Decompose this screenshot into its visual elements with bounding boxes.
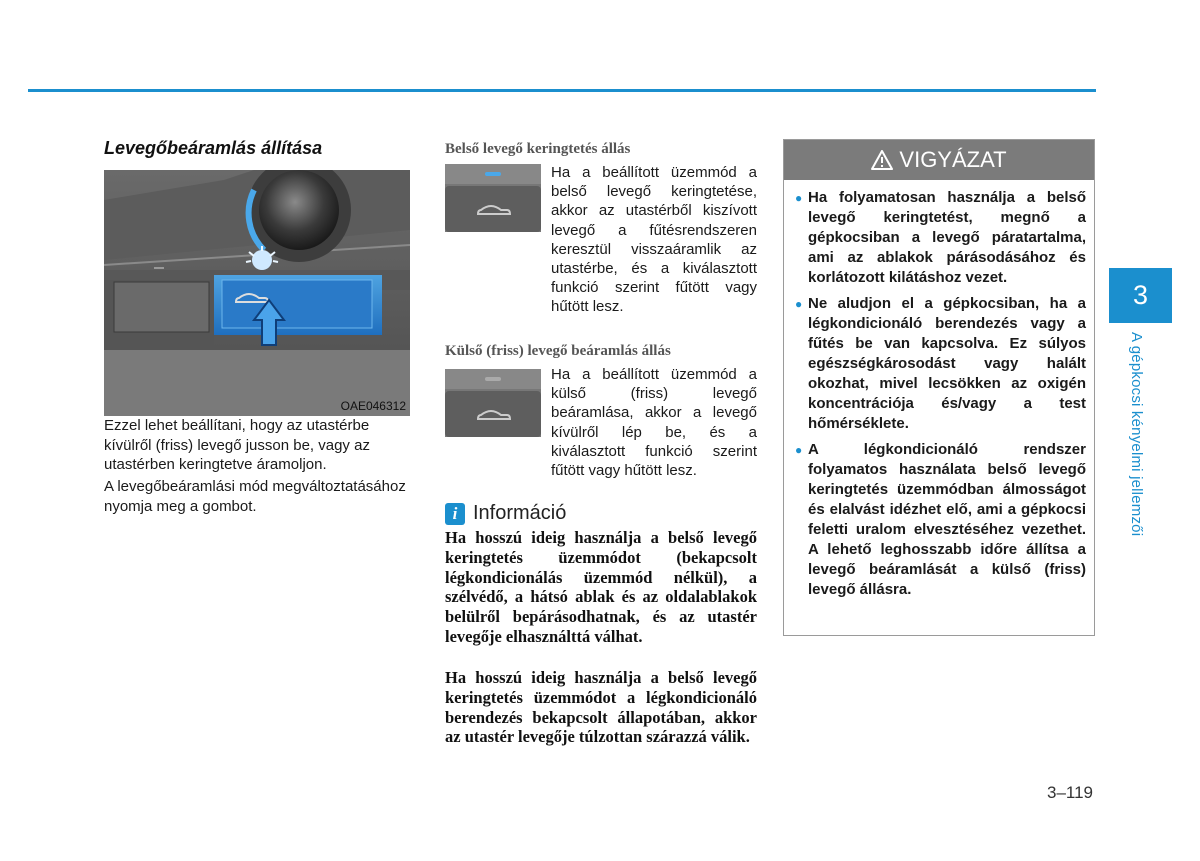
instruction-paragraph: A levegőbeáramlási mód megváltoztatásához nyomja meg a gombot. (104, 478, 406, 515)
inner-recirculation-heading: Belső levegő keringtetés állás (445, 141, 631, 157)
fresh-air-text: Ha a beállított üzemmód a külső (friss) levegő beáramlása, akkor a levegő kívülről lép be, és a kiválasztott funkció szerint fűtött vagy hűtött lesz. (551, 366, 757, 480)
bullet-icon: ● (795, 443, 803, 457)
info-paragraph: Ha hosszú ideig használja a belső levegő keringtetés üzemmódot (bekapcsolt légkondicionálás üzemmód nélkül), a szélvédő, a hátsó ablak és az oldalablakok belülről bepárásodhatnak, és az utastér levegője elhasználttá válhat. (445, 528, 757, 646)
warning-item (792, 440, 1086, 600)
recirculation-button-illustration (445, 164, 541, 232)
warning-item (792, 294, 1086, 434)
inner-recirculation-text: Ha a beállított üzemmód a belső levegő keringtetése, akkor az utastérből kiszívott levegő a fűtésrendszeren keresztül visszaáramlik az utastérbe, és a kiválasztott funkció szerint fűtött vagy hűtött lesz. (551, 164, 757, 316)
bullet-icon: ● (795, 297, 803, 311)
warning-text: Ne aludjon el a gépkocsiban, ha a légkondicionáló berendezés vagy a fűtés be van kapcsolva. Ez súlyos egészségkárosodást vagy halált okozhat, mivel lecsökken az oxigén koncentrációja és/vagy a test hőmérséklete. (808, 295, 1086, 432)
intro-paragraph: Ezzel lehet beállítani, hogy az utastérbe kívülről (friss) levegő jusson be, vagy az utastérben keringtetve áramoljon. (104, 417, 370, 473)
fresh-air-button-illustration (445, 369, 541, 437)
fresh-air-heading: Külső (friss) levegő beáramlás állás (445, 343, 671, 359)
dashboard-photo (104, 170, 410, 416)
warning-box (783, 139, 1095, 636)
fresh-air-button-photo (445, 369, 541, 437)
warning-title: VIGYÁZAT (899, 147, 1007, 172)
info-heading (445, 502, 566, 525)
recirculation-button-photo (445, 164, 541, 232)
warning-item (792, 188, 1086, 288)
warning-triangle-icon (871, 150, 893, 170)
section-title: Levegőbeáramlás állítása (104, 138, 323, 158)
info-title: Információ (473, 502, 567, 524)
warning-text: Ha folyamatosan használja a belső levegő keringtetést, megnő a gépkocsiban a levegő páratartalma, ami az ablakok párásodásához és korlátozott kilátáshoz vezet. (808, 189, 1086, 286)
chapter-tab: 3 (1109, 268, 1172, 323)
info-paragraph: Ha hosszú ideig használja a belső levegő keringtetés üzemmódot a légkondicionáló berendezés bekapcsolt állapotában, akkor az utastér levegője túlzottan szárazzá válik. (445, 668, 757, 747)
photo-caption: OAE046312 (340, 399, 406, 413)
page-number: 3–119 (1047, 783, 1094, 802)
chapter-label: A gépkocsi kényelmi jellemzői (1128, 332, 1145, 537)
top-rule (28, 89, 1096, 92)
warning-list (784, 180, 1094, 600)
warning-text: A légkondicionáló rendszer folyamatos használata belső levegő keringtetés üzemmódban álmosságot és elalvást idézhet elő, ami a gépkocsi feletti uralom elvesztéséhez vezethet. A lehető leghosszabb időre állítsa a levegő beáramlását a külső (friss) levegő állásra. (808, 441, 1086, 598)
bullet-icon: ● (795, 191, 803, 205)
climate-panel-illustration (104, 170, 410, 416)
info-icon: i (445, 503, 465, 525)
warning-header (784, 140, 1094, 180)
